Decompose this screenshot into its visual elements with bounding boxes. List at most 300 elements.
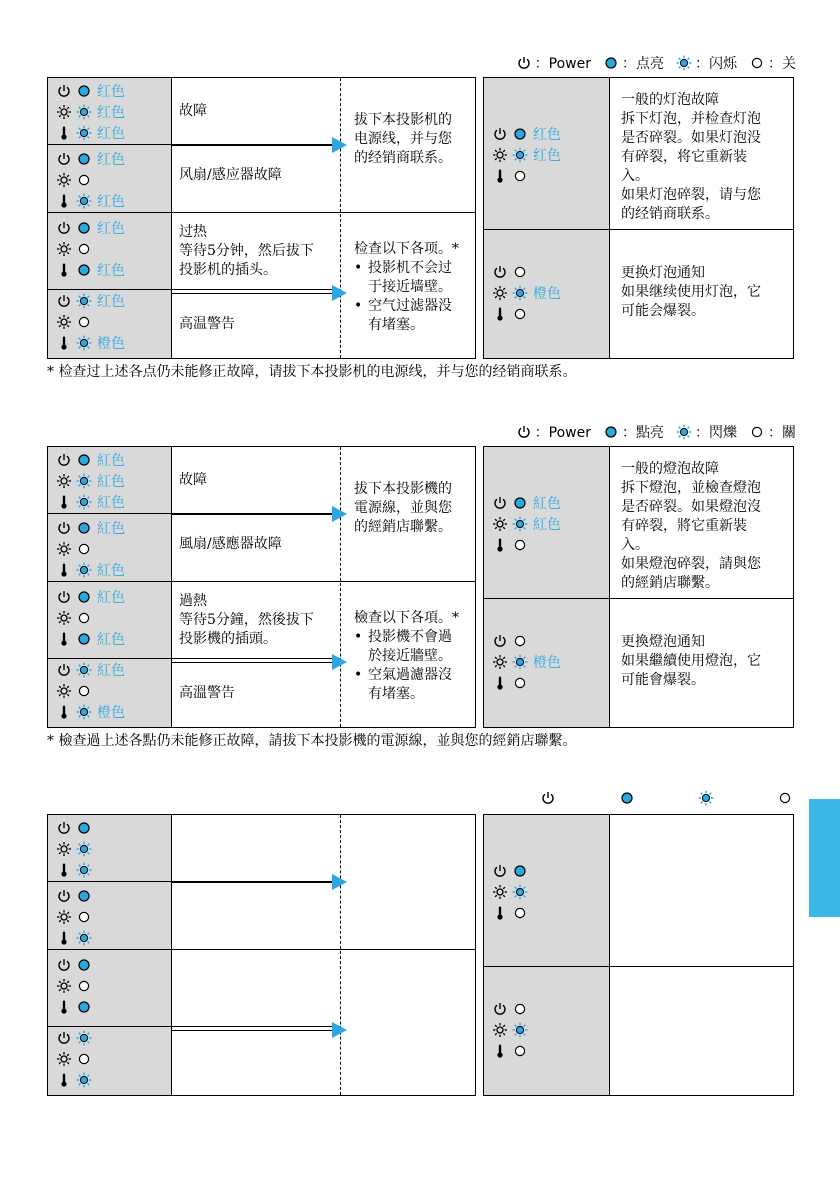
lamp-info-text-line: 入。 [621,537,649,553]
checklist-item [354,666,472,704]
power-icon [56,820,72,836]
led-off-icon [76,683,92,699]
indicator-row [56,149,125,169]
indicator-row [56,239,97,259]
indicator-row [56,102,125,122]
lamp-icon [56,978,72,994]
lamp-info-text-line: 是否碎裂。如果灯泡没 [621,130,761,146]
led-off-icon [512,537,528,553]
lamp-icon [56,610,72,626]
indicator-color-label: 红色 [97,126,125,142]
lamp-info-text [621,264,791,321]
legend-label: ：Power [534,425,591,441]
row-divider [483,598,794,599]
legend-item-power [540,790,559,806]
led-blink-icon [512,1022,528,1038]
checklist-line: 于接近墙壁。 [368,279,452,295]
arrow-connector [172,1030,332,1031]
indicator-row [56,976,97,996]
power-icon [56,888,72,904]
row-divider [483,229,794,230]
thermometer-icon [56,862,72,878]
bullet-icon: • [354,298,363,314]
led-off-icon [76,172,92,188]
indicator-color-label: 紅色 [97,453,125,469]
checklist-line: 投影機不會過 [368,629,452,645]
indicator-color-label: 红色 [97,294,125,310]
indicator-row [56,471,125,491]
power-icon [56,452,72,468]
checklist-item [354,628,472,666]
indicator-row [492,124,561,144]
lamp-info-text-line: 拆下燈泡，並檢查燈泡 [621,480,761,496]
indicator-row [492,903,533,923]
led-lit-icon [76,888,92,904]
lamp-icon [56,841,72,857]
indicator-color-label: 紅色 [97,563,125,579]
indicator-row [56,702,125,722]
indicator-color-label: 紅色 [97,474,125,490]
indicator-row [56,629,125,649]
power-icon [56,293,72,309]
lamp-icon [492,1022,508,1038]
footnote [47,361,576,381]
lamp-icon [56,541,72,557]
indicator-row [56,450,125,470]
indicator-row [56,260,125,280]
indicator-row [56,928,97,948]
power-icon [56,957,72,973]
indicator-row [56,608,97,628]
legend-item-lit [619,790,638,806]
cause-text [179,102,339,121]
lamp-icon [492,654,508,670]
indicator-row [56,123,125,143]
bullet-icon: • [354,667,363,683]
indicator-color-label: 红色 [97,105,125,121]
power-icon [492,863,508,879]
column-divider [171,77,172,359]
indicator-row [56,587,125,607]
thermometer-icon [492,1043,508,1059]
action-text-line: 拔下本投影機的 [354,481,452,497]
lamp-icon [492,516,508,532]
checklist-title: 檢查以下各項。* [354,610,459,626]
legend-label: ：点亮 [622,56,664,72]
action-text-line: 電源線，並與您 [354,500,452,516]
led-blink-icon [512,147,528,163]
indicator-row [492,535,533,555]
led-blink-icon [76,193,92,209]
action-text [354,111,472,168]
action-text-line: 拔下本投影机的 [354,112,452,128]
column-divider [171,446,172,728]
led-off-icon [76,241,92,257]
indicator-row [56,333,125,353]
footnote-text: * 检查过上述各点仍未能修正故障，请拔下本投影机的电源线，并与您的经销商联系。 [47,364,577,380]
led-off-icon [512,306,528,322]
section-side-tab [809,799,840,917]
power-icon [492,264,508,280]
lamp-info-text-line: 可能会爆裂。 [621,303,705,319]
legend-power-icon [540,790,556,806]
thermometer-icon [56,193,72,209]
cause-text [179,684,339,703]
indicator-row [56,907,97,927]
cause-text [179,166,339,185]
led-lit-icon [76,957,92,973]
lamp-info-text-line: 如果继续使用灯泡，它 [621,284,761,300]
led-lit-icon [76,631,92,647]
thermometer-icon [492,168,508,184]
action-checklist [354,609,472,704]
led-blink-icon [76,662,92,678]
column-divider-dashed [340,447,341,727]
power-icon [492,126,508,142]
led-lit-icon [512,495,528,511]
power-icon [56,151,72,167]
lamp-info-text-line: 拆下灯泡，并检查灯泡 [621,111,761,127]
indicator-row [56,191,125,211]
cause-text-line: 故障 [179,103,207,119]
checklist-item [354,259,472,297]
indicator-row [56,518,125,538]
row-divider [47,1026,341,1027]
checklist-line: 空氣過濾器沒 [368,667,452,683]
legend-label: ：關 [768,425,796,441]
arrow-connector [172,145,332,146]
lamp-icon [492,147,508,163]
thermometer-icon [492,306,508,322]
legend-item-blink [676,53,737,73]
power-icon [56,520,72,536]
lamp-info-text-line: 有碎裂，将它重新装 [621,149,747,165]
led-lit-icon [76,220,92,236]
lamp-info-text-line: 可能會爆裂。 [621,672,705,688]
indicator-row [492,166,533,186]
legend-item-power [516,422,591,442]
cause-text-line: 過熱 [179,593,207,609]
indicator-color-label: 橙色 [97,705,125,721]
arrow-connector [172,662,332,663]
lamp-info-text-line: 的经销商联系。 [621,206,719,222]
checklist-line: 有堵塞。 [368,317,424,333]
indicator-color-label: 紅色 [97,590,125,606]
legend-led-off-icon [749,55,765,71]
thermometer-icon [56,494,72,510]
lamp-info-text-line: 是否碎裂。如果燈泡沒 [621,499,761,515]
cause-text-line: 高溫警告 [179,685,235,701]
action-text-line: 的经销商联系。 [354,150,452,166]
indicator-color-label: 紅色 [97,521,125,537]
legend-label: ：Power [534,56,591,72]
led-blink-icon [512,285,528,301]
indicator-row [492,1041,533,1061]
led-off-icon [512,264,528,280]
cause-text [179,471,339,490]
lamp-info-text-line: 一般的灯泡故障 [621,92,719,108]
row-divider [47,949,476,950]
indicator-row [56,1028,97,1048]
legend-power-icon [516,424,532,440]
led-blink-icon [76,1072,92,1088]
indicator-color-label: 红色 [97,263,125,279]
checklist-line: 有堵塞。 [368,686,424,702]
legend-label: ：闪烁 [695,56,737,72]
indicator-color-label: 橙色 [533,286,561,302]
led-lit-icon [512,126,528,142]
cause-text-line: 等待5分鐘，然後拔下 [179,612,314,628]
action-text-line: 电源线，并与您 [354,131,452,147]
lamp-info-text [621,91,791,224]
lamp-icon [492,285,508,301]
indicator-row [492,262,533,282]
thermometer-icon [56,930,72,946]
arrow-right-icon [332,506,347,522]
cause-text [179,592,339,649]
lamp-info-text-line: 有碎裂，將它重新裝 [621,518,747,534]
indicator-row [492,1020,533,1040]
row-divider [47,658,341,659]
legend-led-blink-icon [698,790,714,806]
indicator-row [56,170,97,190]
led-blink-icon [76,125,92,141]
thermometer-icon [56,262,72,278]
led-lit-icon [76,83,92,99]
power-icon [56,83,72,99]
legend-label: ：关 [768,56,796,72]
led-blink-icon [76,293,92,309]
led-blink-icon [76,704,92,720]
column-divider [609,446,610,728]
lamp-icon [56,314,72,330]
column-divider [171,814,172,1096]
led-lit-icon [76,820,92,836]
legend-power-icon [516,55,532,71]
column-divider-dashed [340,78,341,358]
legend-led-lit-icon [603,55,619,71]
legend [540,790,796,806]
indicator-row [56,312,97,332]
cause-text-line: 等待5分钟，然后拔下 [179,243,314,259]
lamp-info-text-line: 更换灯泡通知 [621,265,705,281]
legend-label: ：閃爍 [695,425,737,441]
indicator-row [56,492,125,512]
thermometer-icon [492,537,508,553]
indicator-color-label: 紅色 [97,632,125,648]
arrow-connector [172,514,332,515]
indicator-row [492,493,561,513]
action-checklist [354,240,472,335]
indicator-row [492,145,561,165]
lamp-info-text [621,460,791,593]
led-off-icon [76,1051,92,1067]
led-blink-icon [76,104,92,120]
footnote-text: * 檢查過上述各點仍未能修正故障，請拔下本投影機的電源線，並與您的經銷店聯繫。 [47,733,577,749]
legend [504,422,796,442]
led-blink-icon [76,562,92,578]
power-icon [56,1030,72,1046]
lamp-icon [56,683,72,699]
arrow-connector [172,293,332,294]
lamp-icon [56,473,72,489]
indicator-row [492,999,533,1019]
indicator-color-label: 紅色 [533,496,561,512]
indicator-row [56,818,97,838]
thermometer-icon [56,125,72,141]
indicator-color-label: 红色 [97,221,125,237]
cause-text-line: 风扇/感应器故障 [179,167,282,183]
indicator-row [56,955,97,975]
thermometer-icon [56,1072,72,1088]
led-blink-icon [76,473,92,489]
led-blink-icon [76,930,92,946]
indicator-row [56,218,125,238]
lamp-info-text-line: 如果燈泡碎裂，請與您 [621,556,761,572]
indicator-color-label: 红色 [97,152,125,168]
led-off-icon [512,633,528,649]
led-lit-icon [76,151,92,167]
bullet-icon: • [354,629,363,645]
legend-led-blink-icon [676,55,692,71]
thermometer-icon [492,905,508,921]
indicator-row [492,861,533,881]
legend [504,53,796,73]
led-off-icon [512,905,528,921]
legend-item-blink [698,790,717,806]
lamp-info-text-line: 入。 [621,168,649,184]
column-divider [609,77,610,359]
indicator-color-label: 紅色 [97,495,125,511]
cause-text [179,535,339,554]
indicator-row [56,839,97,859]
indicator-row [56,660,125,680]
legend-item-off [777,790,796,806]
checklist-line: 投影机不会过 [368,260,452,276]
cause-text-line: 投影机的插头。 [179,262,277,278]
indicator-row [56,1070,97,1090]
led-blink-icon [512,516,528,532]
lamp-icon [56,241,72,257]
lamp-info-text-line: 如果灯泡碎裂，请与您 [621,187,761,203]
indicator-row [56,681,97,701]
indicator-color-label: 橙色 [97,336,125,352]
indicator-row [492,304,533,324]
arrow-connector [172,882,332,883]
indicator-row [492,673,533,693]
arrow-right-icon [332,1022,347,1038]
indicator-color-label: 红色 [533,148,561,164]
lamp-icon [56,909,72,925]
thermometer-icon [56,631,72,647]
action-text [354,480,472,537]
thermometer-icon [56,562,72,578]
led-off-icon [512,1043,528,1059]
legend-label: ：點亮 [622,425,664,441]
legend-led-lit-icon [619,790,635,806]
arrow-right-icon [332,654,347,670]
led-blink-icon [512,884,528,900]
action-text-line: 的經銷店聯繫。 [354,519,452,535]
indicator-row [492,631,533,651]
cause-text-line: 風扇/感應器故障 [179,536,282,552]
power-icon [56,589,72,605]
lamp-icon [56,172,72,188]
power-icon [492,633,508,649]
legend-item-blink [676,422,737,442]
led-blink-icon [76,335,92,351]
lamp-icon [492,884,508,900]
led-lit-icon [76,520,92,536]
power-icon [56,662,72,678]
thermometer-icon [56,999,72,1015]
indicator-color-label: 红色 [97,84,125,100]
led-lit-icon [76,262,92,278]
indicator-row [56,997,97,1017]
row-divider [483,966,794,967]
legend-led-off-icon [777,790,793,806]
power-icon [492,1001,508,1017]
led-off-icon [76,978,92,994]
indicator-row [56,860,97,880]
lamp-icon [56,104,72,120]
indicator-row [56,560,125,580]
led-off-icon [76,610,92,626]
legend-led-blink-icon [676,424,692,440]
led-off-icon [512,168,528,184]
led-blink-icon [512,654,528,670]
thermometer-icon [56,335,72,351]
indicator-row [56,291,125,311]
indicator-row [56,81,125,101]
checklist-line: 空气过滤器没 [368,298,452,314]
indicator-color-label: 橙色 [533,655,561,671]
legend-item-lit [603,53,664,73]
footnote [47,730,576,750]
row-divider [47,212,476,213]
legend-item-off [749,53,796,73]
led-lit-icon [76,589,92,605]
arrow-right-icon [332,137,347,153]
row-divider [47,581,476,582]
lamp-info-text-line: 如果繼續使用燈泡，它 [621,653,761,669]
lamp-info-text [621,633,791,690]
power-icon [56,220,72,236]
indicator-row [56,539,97,559]
legend-item-off [749,422,796,442]
legend-led-off-icon [749,424,765,440]
legend-led-lit-icon [603,424,619,440]
cause-text-line: 高温警告 [179,316,235,332]
indicator-color-label: 红色 [533,127,561,143]
row-divider [47,289,341,290]
checklist-line: 於接近牆壁。 [368,648,452,664]
led-lit-icon [76,452,92,468]
checklist-item [354,297,472,335]
led-off-icon [76,541,92,557]
led-off-icon [512,1001,528,1017]
lamp-info-text-line: 更換燈泡通知 [621,634,705,650]
cause-text-line: 投影機的插頭。 [179,631,277,647]
indicator-row [492,652,561,672]
cause-text [179,223,339,280]
indicator-row [492,514,561,534]
led-lit-icon [76,999,92,1015]
legend-item-power [516,53,591,73]
cause-text [179,315,339,334]
led-off-icon [76,909,92,925]
power-icon [492,495,508,511]
